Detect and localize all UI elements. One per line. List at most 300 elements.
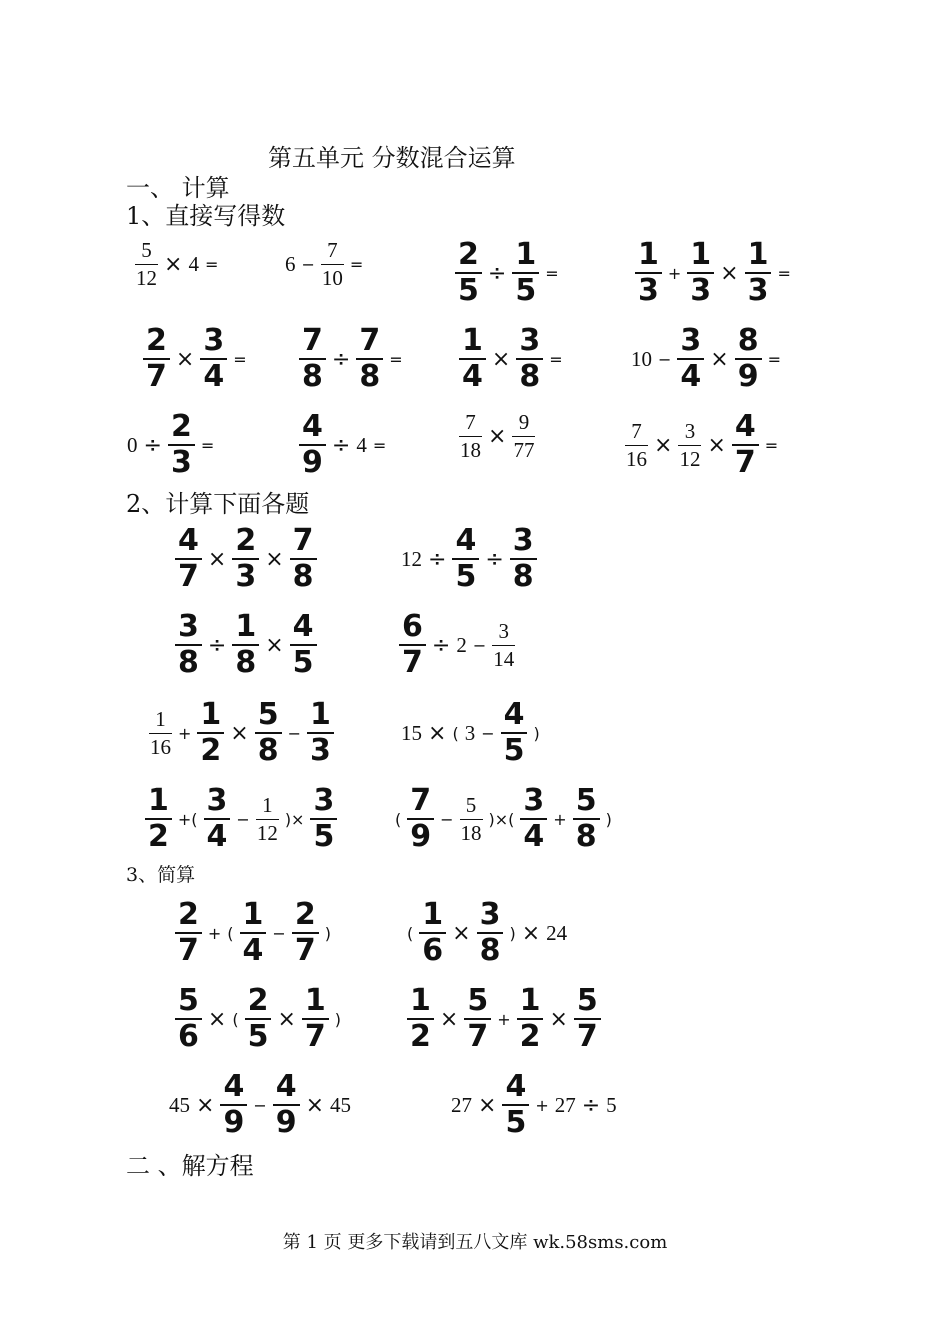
denominator: 14 xyxy=(493,646,515,671)
numerator: 3 xyxy=(684,418,696,443)
denominator: 5 xyxy=(505,1105,527,1140)
fraction-bar xyxy=(135,264,158,265)
numerator: 2 xyxy=(235,523,257,558)
symbol: ) xyxy=(605,809,612,829)
problem-c7 xyxy=(142,783,340,854)
number: 5 xyxy=(606,1092,617,1117)
subheading-calculate-each: 2、计算下面各题 xyxy=(126,490,310,518)
numerator: 1 xyxy=(422,897,444,932)
denominator: 4 xyxy=(203,359,225,394)
operator: × xyxy=(521,920,541,946)
numerator: 4 xyxy=(302,409,323,444)
fraction xyxy=(255,697,282,768)
numerator: 1 xyxy=(155,706,166,731)
denominator: 5 xyxy=(313,819,335,854)
fraction xyxy=(460,792,483,845)
numerator: 4 xyxy=(275,1069,297,1104)
fraction-bar xyxy=(512,436,535,437)
numerator: 3 xyxy=(206,783,228,818)
symbol: ( xyxy=(395,809,402,829)
problem-d8 xyxy=(628,323,784,394)
fraction-bar xyxy=(256,819,279,820)
numerator: 3 xyxy=(313,783,335,818)
numerator: 1 xyxy=(638,237,659,272)
fraction xyxy=(520,783,547,854)
denominator: 4 xyxy=(462,359,483,394)
operator: × xyxy=(230,720,249,746)
problem-s5 xyxy=(166,1069,354,1140)
number: 27 xyxy=(451,1092,472,1117)
operator: × xyxy=(305,1092,325,1118)
denominator: 7 xyxy=(402,645,423,680)
denominator: 5 xyxy=(455,559,477,594)
denominator: 4 xyxy=(523,819,545,854)
equals-sign: = xyxy=(204,255,219,274)
problem-c1 xyxy=(172,523,320,594)
numerator: 1 xyxy=(690,237,712,272)
fraction xyxy=(735,323,762,394)
denominator: 12 xyxy=(136,266,157,290)
operator: ÷ xyxy=(485,546,504,572)
symbol: + xyxy=(207,923,222,943)
numerator: 3 xyxy=(523,783,545,818)
numerator: 3 xyxy=(680,323,702,358)
operator: ÷ xyxy=(331,432,351,458)
numerator: 5 xyxy=(575,783,597,818)
operator: ÷ xyxy=(143,432,162,458)
symbol: + xyxy=(178,723,192,743)
subheading-simplify: 3、简算 xyxy=(126,864,196,886)
fraction xyxy=(290,523,317,594)
fraction xyxy=(573,783,600,854)
denominator: 5 xyxy=(247,1019,269,1054)
numerator: 4 xyxy=(505,1069,527,1104)
fraction xyxy=(232,609,259,680)
operator: × xyxy=(488,424,507,449)
fraction xyxy=(143,323,170,394)
operator: × xyxy=(164,252,183,277)
problem-d4 xyxy=(632,237,794,308)
section-heading-calculation: 一、 计算 xyxy=(126,174,230,202)
number: 6 xyxy=(285,252,296,276)
symbol: − xyxy=(253,1095,267,1115)
operator: × xyxy=(428,720,447,746)
problem-d10 xyxy=(296,409,389,480)
fraction xyxy=(292,897,319,968)
fraction xyxy=(510,523,537,594)
problem-s4 xyxy=(404,983,604,1054)
numerator: 3 xyxy=(512,523,534,558)
operator: ÷ xyxy=(428,546,447,572)
problem-d5 xyxy=(140,323,250,394)
operator: ÷ xyxy=(331,346,351,372)
denominator: 16 xyxy=(150,734,171,759)
denominator: 9 xyxy=(223,1105,245,1140)
numerator: 7 xyxy=(631,418,642,443)
equals-sign: = xyxy=(777,263,791,283)
denominator: 7 xyxy=(304,1019,326,1054)
fraction xyxy=(245,983,272,1054)
numerator: 9 xyxy=(518,410,530,434)
operator: × xyxy=(207,546,227,572)
denominator: 6 xyxy=(422,933,444,968)
denominator: 10 xyxy=(321,266,343,290)
denominator: 8 xyxy=(512,559,534,594)
problem-d3 xyxy=(452,237,562,308)
fraction-bar xyxy=(678,445,701,446)
number: 0 xyxy=(127,432,138,457)
fraction xyxy=(512,237,539,308)
numerator: 4 xyxy=(455,523,477,558)
problem-c3 xyxy=(172,609,320,680)
problem-c5 xyxy=(146,697,337,768)
symbol: + xyxy=(497,1009,511,1029)
denominator: 9 xyxy=(275,1105,297,1140)
denominator: 2 xyxy=(410,1019,431,1054)
problem-s1 xyxy=(172,897,334,968)
operator: × xyxy=(549,1006,568,1032)
symbol: ( xyxy=(232,1009,239,1029)
number: 45 xyxy=(330,1092,352,1117)
operator: × xyxy=(654,432,673,458)
fraction xyxy=(200,323,227,394)
symbol: − xyxy=(440,809,454,829)
fraction xyxy=(459,412,482,461)
symbol: − xyxy=(658,349,672,369)
equals-sign: = xyxy=(200,435,215,455)
denominator: 8 xyxy=(302,359,323,394)
symbol: ) xyxy=(324,923,331,943)
operator: × xyxy=(175,346,195,372)
denominator: 6 xyxy=(178,1019,199,1054)
operator: × xyxy=(707,432,726,458)
fraction xyxy=(492,618,515,671)
problem-d6 xyxy=(296,323,406,394)
fraction xyxy=(407,983,434,1054)
denominator: 8 xyxy=(178,645,199,680)
equals-sign: = xyxy=(233,349,247,369)
denominator: 3 xyxy=(747,273,769,308)
symbol: + xyxy=(535,1095,549,1115)
numerator: 7 xyxy=(292,523,314,558)
equals-sign: = xyxy=(549,349,563,369)
numerator: 7 xyxy=(359,323,381,358)
denominator: 7 xyxy=(294,933,316,968)
numerator: 1 xyxy=(515,237,537,272)
numerator: 2 xyxy=(146,323,167,358)
denominator: 9 xyxy=(737,359,759,394)
denominator: 18 xyxy=(460,438,481,462)
operator: × xyxy=(710,346,729,372)
fraction xyxy=(175,897,202,968)
fraction xyxy=(419,897,446,968)
denominator: 12 xyxy=(256,820,278,845)
numerator: 2 xyxy=(170,409,192,444)
denominator: 5 xyxy=(515,273,537,308)
problem-c8 xyxy=(392,783,615,854)
denominator: 5 xyxy=(458,273,479,308)
number: 3 xyxy=(464,720,476,745)
fraction xyxy=(678,418,701,471)
number: 4 xyxy=(188,252,199,276)
problem-s6 xyxy=(448,1069,620,1140)
fraction xyxy=(299,409,326,480)
symbol: − xyxy=(236,809,250,829)
equals-sign: = xyxy=(767,349,781,369)
symbol: − xyxy=(287,723,301,743)
numerator: 8 xyxy=(737,323,759,358)
equals-sign: = xyxy=(545,263,559,283)
fraction xyxy=(232,523,259,594)
symbol: +( xyxy=(177,809,198,829)
denominator: 18 xyxy=(460,820,482,845)
numerator: 1 xyxy=(262,792,273,817)
fraction xyxy=(677,323,704,394)
fraction xyxy=(745,237,772,308)
numerator: 7 xyxy=(465,410,476,434)
operator: × xyxy=(439,1006,459,1032)
fraction xyxy=(321,240,344,289)
symbol: ( xyxy=(407,923,414,943)
numerator: 5 xyxy=(141,238,152,262)
numerator: 7 xyxy=(327,238,338,262)
fraction xyxy=(399,609,426,680)
number: 4 xyxy=(356,432,367,457)
symbol: − xyxy=(481,723,495,743)
number: 45 xyxy=(169,1092,190,1117)
denominator: 4 xyxy=(206,819,228,854)
subheading-direct-answers: 1、直接写得数 xyxy=(126,202,286,230)
fraction-bar xyxy=(492,645,515,646)
problem-d7 xyxy=(456,323,566,394)
numerator: 5 xyxy=(465,792,477,817)
numerator: 3 xyxy=(498,618,509,643)
denominator: 7 xyxy=(734,445,756,480)
denominator: 8 xyxy=(359,359,381,394)
numerator: 3 xyxy=(519,323,541,358)
fraction-bar xyxy=(149,733,172,734)
problem-c2 xyxy=(398,523,540,594)
denominator: 8 xyxy=(235,645,257,680)
denominator: 77 xyxy=(513,438,535,462)
denominator: 8 xyxy=(575,819,597,854)
denominator: 9 xyxy=(410,819,432,854)
denominator: 3 xyxy=(310,733,331,768)
problem-s2 xyxy=(404,897,570,968)
problem-c4 xyxy=(396,609,518,680)
denominator: 9 xyxy=(302,445,323,480)
fraction xyxy=(168,409,195,480)
fraction xyxy=(452,523,479,594)
fraction xyxy=(574,983,601,1054)
denominator: 3 xyxy=(690,273,712,308)
number: 15 xyxy=(401,720,422,745)
denominator: 2 xyxy=(148,819,169,854)
fraction-bar xyxy=(459,436,482,437)
numerator: 3 xyxy=(178,609,199,644)
number: 2 xyxy=(456,632,467,657)
numerator: 1 xyxy=(304,983,326,1018)
fraction xyxy=(175,609,202,680)
problem-c6 xyxy=(398,697,543,768)
fraction xyxy=(516,323,543,394)
symbol: − xyxy=(472,635,487,655)
denominator: 7 xyxy=(146,359,167,394)
numerator: 4 xyxy=(178,523,199,558)
fraction xyxy=(299,323,326,394)
symbol: ) xyxy=(509,923,516,943)
numerator: 4 xyxy=(734,409,756,444)
fraction xyxy=(517,983,544,1054)
operator: ÷ xyxy=(431,632,451,658)
fraction xyxy=(175,983,202,1054)
operator: ÷ xyxy=(581,1092,601,1118)
fraction xyxy=(240,897,267,968)
page-title: 第五单元 分数混合运算 xyxy=(268,144,516,172)
fraction-bar xyxy=(625,445,648,446)
operator: × xyxy=(491,346,511,372)
problem-d9 xyxy=(124,409,217,480)
fraction xyxy=(464,983,491,1054)
fraction xyxy=(625,418,648,471)
operator: ÷ xyxy=(207,632,227,658)
numerator: 4 xyxy=(292,609,314,644)
page-footer: 第 1 页 更多下载请到五八文库 wk.58sms.com xyxy=(282,1232,668,1253)
numerator: 5 xyxy=(257,697,279,732)
numerator: 5 xyxy=(178,983,199,1018)
fraction xyxy=(502,1069,529,1140)
denominator: 5 xyxy=(503,733,525,768)
numerator: 6 xyxy=(402,609,423,644)
problem-d1 xyxy=(132,240,221,289)
fraction xyxy=(290,609,317,680)
equals-sign: = xyxy=(764,435,779,455)
denominator: 5 xyxy=(292,645,314,680)
numerator: 1 xyxy=(462,323,483,358)
fraction xyxy=(310,783,337,854)
problem-s3 xyxy=(172,983,344,1054)
fraction xyxy=(149,706,172,759)
denominator: 12 xyxy=(679,446,701,471)
fraction xyxy=(302,983,329,1054)
numerator: 2 xyxy=(458,237,479,272)
numerator: 7 xyxy=(410,783,432,818)
fraction xyxy=(455,237,482,308)
denominator: 3 xyxy=(170,445,192,480)
denominator: 7 xyxy=(576,1019,598,1054)
fraction xyxy=(635,237,662,308)
numerator: 4 xyxy=(503,697,525,732)
operator: × xyxy=(478,1092,497,1118)
numerator: 2 xyxy=(178,897,199,932)
problem-d2 xyxy=(282,240,366,289)
numerator: 1 xyxy=(242,897,264,932)
equals-sign: = xyxy=(389,349,403,369)
number: 27 xyxy=(554,1092,576,1117)
numerator: 3 xyxy=(203,323,225,358)
denominator: 8 xyxy=(292,559,314,594)
numerator: 1 xyxy=(519,983,541,1018)
fraction xyxy=(407,783,434,854)
denominator: 7 xyxy=(178,933,199,968)
fraction xyxy=(273,1069,300,1140)
number: 12 xyxy=(401,546,422,571)
symbol: − xyxy=(272,923,286,943)
fraction xyxy=(477,897,504,968)
operator: × xyxy=(720,260,739,286)
denominator: 7 xyxy=(178,559,199,594)
numerator: 1 xyxy=(235,609,257,644)
fraction xyxy=(204,783,231,854)
symbol: )×( xyxy=(488,809,515,829)
symbol: ) xyxy=(533,723,540,743)
fraction xyxy=(135,240,158,289)
fraction xyxy=(687,237,714,308)
number: 10 xyxy=(631,346,652,371)
fraction xyxy=(175,523,202,594)
numerator: 1 xyxy=(200,697,222,732)
numerator: 2 xyxy=(294,897,316,932)
fraction xyxy=(307,697,334,768)
numerator: 4 xyxy=(223,1069,245,1104)
numerator: 2 xyxy=(247,983,269,1018)
denominator: 2 xyxy=(200,733,222,768)
symbol: − xyxy=(301,255,315,274)
numerator: 1 xyxy=(148,783,169,818)
operator: ÷ xyxy=(487,260,507,286)
numerator: 1 xyxy=(310,697,331,732)
equals-sign: = xyxy=(349,255,364,274)
numerator: 7 xyxy=(302,323,323,358)
fraction xyxy=(512,412,535,461)
fraction xyxy=(145,783,172,854)
fraction xyxy=(732,409,759,480)
fraction-bar xyxy=(460,819,483,820)
operator: × xyxy=(452,920,471,946)
fraction xyxy=(356,323,383,394)
symbol: + xyxy=(553,809,567,829)
operator: × xyxy=(277,1006,296,1032)
problem-d11 xyxy=(456,412,538,461)
operator: × xyxy=(265,546,284,572)
symbol: ) xyxy=(334,1009,341,1029)
operator: × xyxy=(207,1006,227,1032)
denominator: 8 xyxy=(519,359,541,394)
symbol: ( xyxy=(452,723,459,743)
fraction xyxy=(459,323,486,394)
operator: × xyxy=(196,1092,215,1118)
numerator: 1 xyxy=(747,237,769,272)
symbol: ( xyxy=(227,923,234,943)
denominator: 16 xyxy=(626,446,647,471)
denominator: 8 xyxy=(257,733,279,768)
denominator: 4 xyxy=(680,359,702,394)
denominator: 3 xyxy=(638,273,659,308)
fraction xyxy=(220,1069,247,1140)
denominator: 7 xyxy=(467,1019,489,1054)
numerator: 3 xyxy=(479,897,501,932)
operator: × xyxy=(265,632,284,658)
denominator: 2 xyxy=(519,1019,541,1054)
denominator: 4 xyxy=(242,933,264,968)
number: 24 xyxy=(546,920,568,945)
numerator: 5 xyxy=(576,983,598,1018)
symbol: + xyxy=(667,263,682,283)
problem-d12 xyxy=(622,409,781,480)
numerator: 5 xyxy=(467,983,489,1018)
symbol: )× xyxy=(284,809,305,829)
fraction-bar xyxy=(321,264,344,265)
